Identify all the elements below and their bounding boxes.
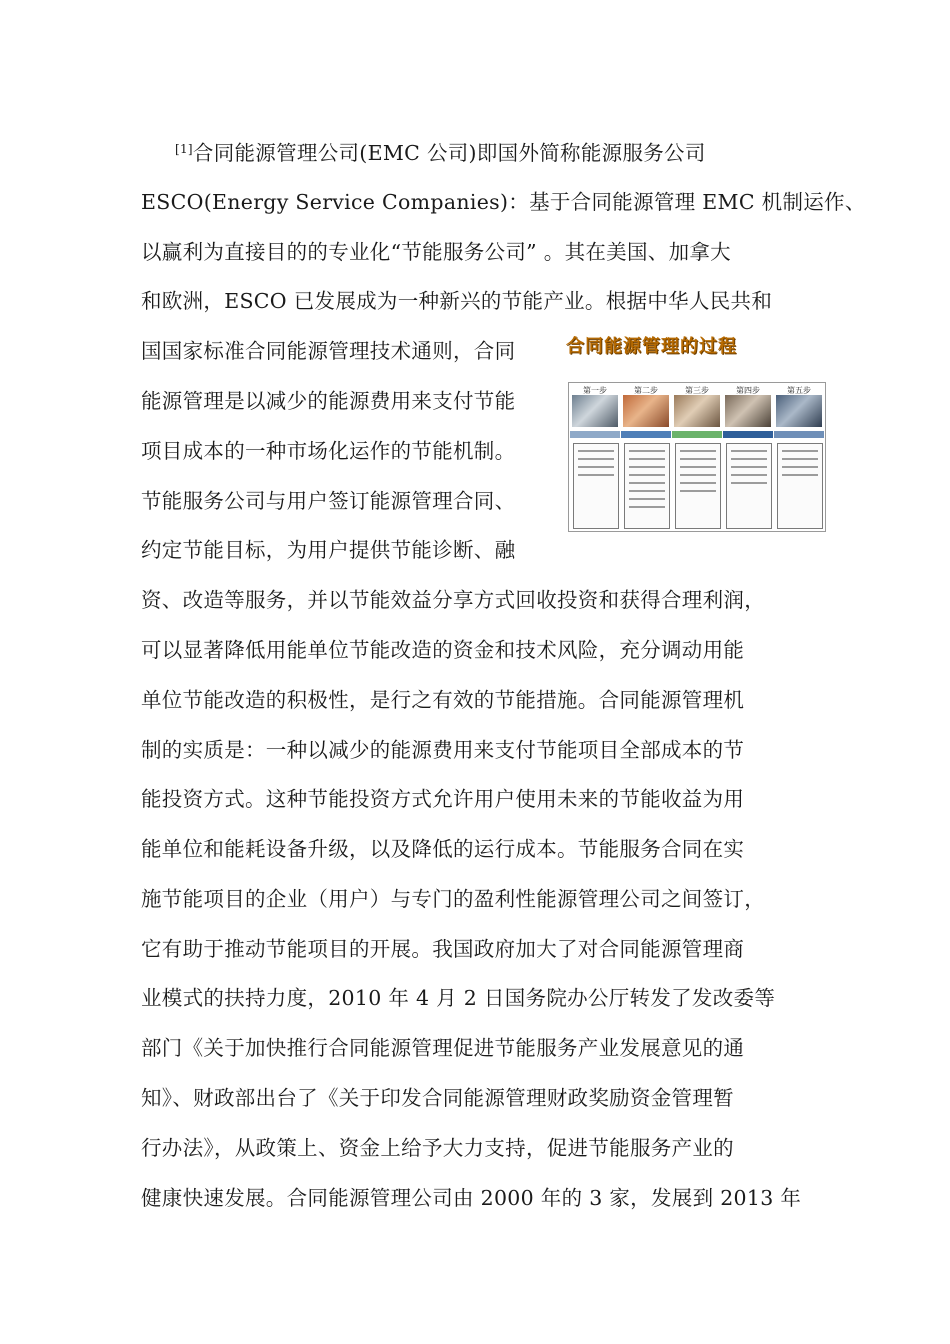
text-line-20: 知》、财政部出台了《关于印发合同能源管理财政奖励资金管理暂 [141,1086,734,1110]
text-line-14: 能投资方式。这种节能投资方式允许用户使用未来的节能收益为用 [141,787,745,811]
process-step-2 [621,383,671,531]
text-line-1 [175,136,706,170]
text-line-19: 部门《关于加快推行合同能源管理促进节能服务产业发展意见的通 [141,1036,745,1060]
text-line-18: 业模式的扶持力度，2010 年 4 月 2 日国务院办公厅转发了发改委等 [141,986,776,1010]
step-label: 第二步 [634,386,658,395]
step-label: 第四步 [736,386,760,395]
text-line-17: 它有助于推动节能项目的开展。我国政府加大了对合同能源管理商 [141,937,745,961]
step-bar [570,431,620,438]
text-line-11: 可以显著降低用能单位节能改造的资金和技术风险，充分调动用能 [141,638,745,662]
step-photo [674,395,720,427]
text-line-21: 行办法》，从政策上、资金上给予大力支持，促进节能服务产业的 [141,1136,734,1160]
emc-process-figure [566,328,828,530]
text-line-22: 健康快速发展。合同能源管理公司由 2000 年的 3 家，发展到 2013 年 [141,1186,802,1210]
reference-marker: [1] [175,142,193,156]
step-photo [623,395,669,427]
step-label: 第一步 [583,386,607,395]
text-line-16: 施节能项目的企业（用户）与专门的盈利性能源管理公司之间签订， [141,887,765,911]
text-line-1-content: 合同能源管理公司(EMC 公司)即国外简称能源服务公司 [192,141,706,165]
step-photo [776,395,822,427]
step-bar [723,431,773,438]
step-bar [621,431,671,438]
step-detail-box [777,443,823,529]
process-step-5 [774,383,824,531]
process-step-1 [570,383,620,531]
text-line-13: 制的实质是：一种以减少的能源费用来支付节能项目全部成本的节 [141,738,745,762]
text-line-12: 单位节能改造的积极性，是行之有效的节能措施。合同能源管理机 [141,688,745,712]
step-detail-box [624,443,670,529]
process-step-3 [672,383,722,531]
figure-title: 合同能源管理的过程 [566,336,737,357]
process-diagram [568,382,826,532]
step-detail-box [675,443,721,529]
step-detail-box [726,443,772,529]
text-line-8: 节能服务公司与用户签订能源管理合同、 [141,489,516,513]
step-bar [672,431,722,438]
step-photo [572,395,618,427]
text-line-2: ESCO(Energy Service Companies)：基于合同能源管理 EMC 机制运作、 [141,190,866,214]
text-line-9: 约定节能目标，为用户提供节能诊断、融 [141,538,516,562]
process-step-4 [723,383,773,531]
step-label: 第五步 [787,386,811,395]
text-line-3: 以赢利为直接目的的专业化“节能服务公司” 。其在美国、加拿大 [141,240,731,264]
text-line-10: 资、改造等服务，并以节能效益分享方式回收投资和获得合理利润， [141,588,765,612]
text-line-5: 国国家标准合同能源管理技术通则，合同 [141,339,516,363]
text-line-4: 和欧洲，ESCO 已发展成为一种新兴的节能产业。根据中华人民共和 [141,289,773,313]
step-detail-box [573,443,619,529]
step-label: 第三步 [685,386,709,395]
text-line-6: 能源管理是以减少的能源费用来支付节能 [141,389,516,413]
text-line-7: 项目成本的一种市场化运作的节能机制。 [141,439,516,463]
text-line-15: 能单位和能耗设备升级，以及降低的运行成本。节能服务合同在实 [141,837,745,861]
step-photo [725,395,771,427]
step-bar [774,431,824,438]
